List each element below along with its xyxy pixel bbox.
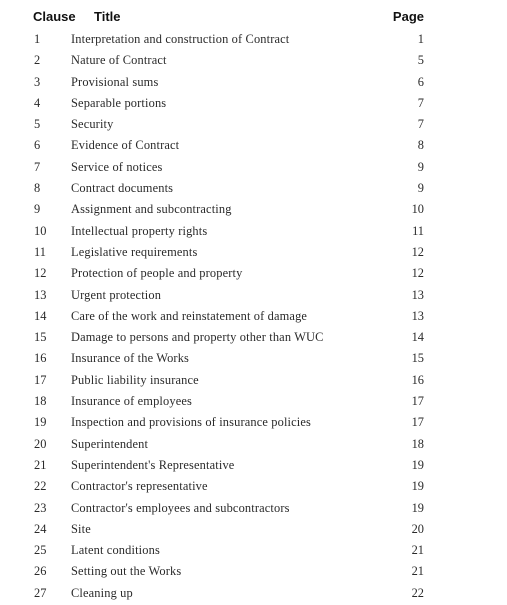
clause-number: 15 [34,330,47,345]
page-number: 18 [411,436,424,451]
contents-row [0,499,507,520]
clause-title: Superintendent [71,436,149,451]
page-number: 14 [411,330,424,345]
clause-title: Legislative requirements [71,244,198,259]
clause-title: Damage to persons and property other than WUC [71,330,324,345]
clause-number: 11 [34,244,46,259]
clause-number: 5 [34,117,41,132]
clause-number: 25 [34,543,47,558]
clause-title: Protection of people and property [71,266,243,281]
contents-row [0,200,507,221]
page-number: 12 [411,244,424,259]
clause-title: Contract documents [71,181,174,196]
clause-title: Contractor's employees and subcontractors [71,500,290,515]
contents-row [0,286,507,307]
clause-number: 13 [34,287,47,302]
contents-row [0,328,507,349]
clause-title: Insurance of employees [71,394,192,409]
page-number: 9 [417,181,424,196]
clause-number: 2 [34,53,41,68]
contents-row [0,371,507,392]
clause-title: Inspection and provisions of insurance policies [71,415,312,430]
clause-number: 4 [34,95,41,110]
page-number: 9 [417,159,424,174]
clause-title: Interpretation and construction of Contract [71,32,290,46]
page-number: 8 [417,138,424,153]
page-number: 21 [411,543,424,558]
clause-title: Evidence of Contract [71,138,180,153]
page-column-header: Page [392,9,424,24]
clause-number: 3 [34,74,41,89]
clause-number: 8 [34,181,41,196]
clause-title: Public liability insurance [71,372,199,387]
page-number: 20 [411,521,424,536]
clause-number: 26 [34,564,47,579]
clause-title: Cleaning up [71,585,133,600]
clause-number: 9 [34,202,41,217]
page-number: 19 [411,479,424,494]
clause-title: Insurance of the Works [71,351,190,366]
contents-row [0,136,507,157]
clause-title: Intellectual property rights [71,223,208,238]
contents-row [0,30,507,51]
contents-row [0,222,507,243]
page-number: 11 [412,223,424,238]
contents-row [0,435,507,456]
title-column-header: Title [94,9,121,24]
page-number: 10 [411,202,424,217]
clause-number: 16 [34,351,47,366]
contents-row [0,477,507,498]
clause-title: Latent conditions [71,543,160,558]
page-number: 7 [417,117,424,132]
clause-number: 22 [34,479,47,494]
contents-row [0,73,507,94]
clause-number: 24 [34,521,47,536]
clause-title: Superintendent's Representative [71,457,235,472]
clause-title: Separable portions [71,95,167,110]
contents-row [0,584,507,605]
clause-number: 20 [34,436,47,451]
page-number: 7 [417,95,424,110]
clause-number: 23 [34,500,47,515]
page-number: 21 [411,564,424,579]
clause-number: 14 [34,308,47,323]
clause-number: 6 [34,138,41,153]
page-number: 5 [417,53,424,68]
page-number: 17 [411,394,424,409]
contents-row [0,456,507,477]
clause-number: 17 [34,372,47,387]
contents-row [0,307,507,328]
clause-title: Setting out the Works [71,564,182,579]
clause-number: 7 [34,159,41,174]
clause-number: 1 [34,32,41,46]
contents-row [0,179,507,200]
table-header [0,9,507,27]
contents-row [0,264,507,285]
contents-row [0,51,507,72]
page-number: 22 [411,585,424,600]
page-number: 19 [411,457,424,472]
clause-title: Site [71,521,91,536]
page-number: 16 [411,372,424,387]
page-number: 13 [411,308,424,323]
contents-row [0,562,507,583]
page-number: 15 [411,351,424,366]
page-number: 1 [417,32,424,46]
clause-number: 10 [34,223,47,238]
contents-list [0,30,507,605]
clause-title: Assignment and subcontracting [71,202,232,217]
page-number: 6 [417,74,424,89]
page-number: 13 [411,287,424,302]
page-number: 17 [411,415,424,430]
page-number: 12 [411,266,424,281]
clause-title: Security [71,117,114,132]
clause-title: Care of the work and reinstatement of damage [71,308,308,323]
page-number: 19 [411,500,424,515]
contents-row [0,94,507,115]
contents-row [0,520,507,541]
contents-row [0,392,507,413]
clause-number: 12 [34,266,47,281]
clause-column-header: Clause [33,9,76,24]
clause-title: Provisional sums [71,74,159,89]
clause-title: Service of notices [71,159,163,174]
clause-title: Urgent protection [71,287,162,302]
clause-title: Nature of Contract [71,53,167,68]
clause-number: 21 [34,457,47,472]
contents-row [0,115,507,136]
contents-row [0,541,507,562]
contents-row [0,413,507,434]
clause-title: Contractor's representative [71,479,208,494]
clause-number: 18 [34,394,47,409]
contents-row [0,349,507,370]
contents-row [0,158,507,179]
contents-row [0,243,507,264]
clause-number: 27 [34,585,47,600]
clause-number: 19 [34,415,47,430]
